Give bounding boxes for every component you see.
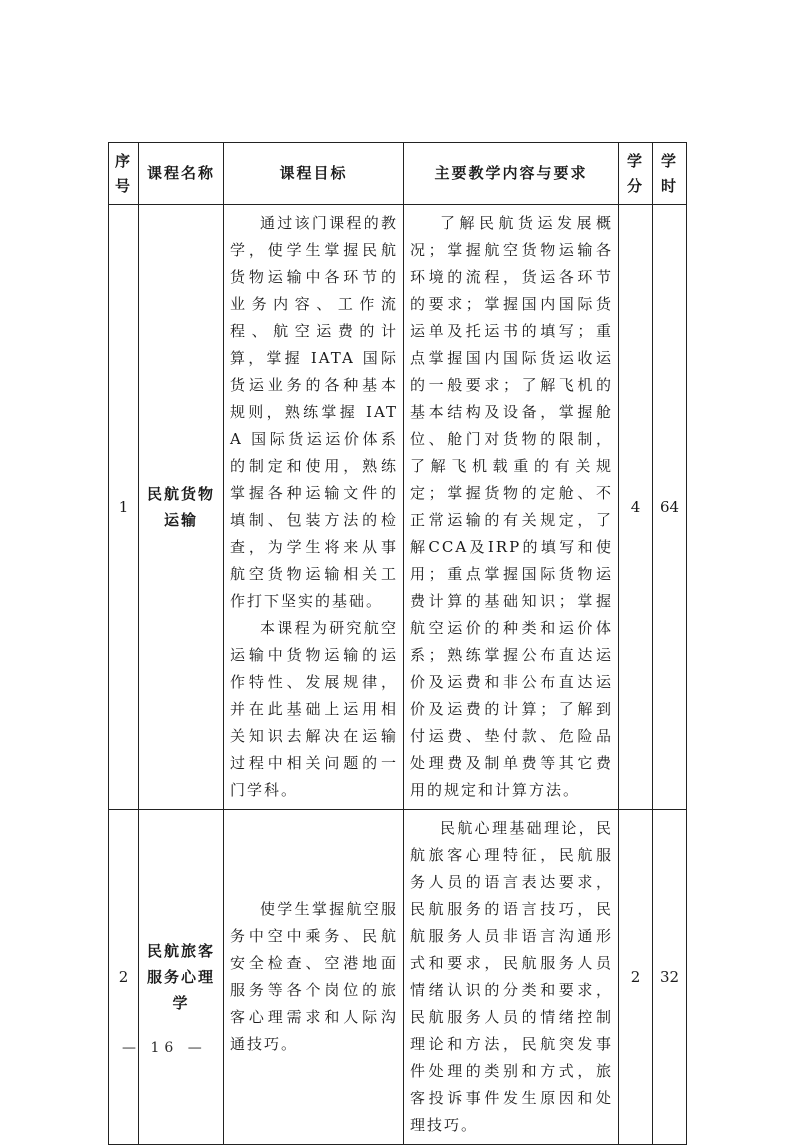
- cell-serial-number: 1: [109, 205, 139, 810]
- header-teaching-content: 主要教学内容与要求: [404, 143, 619, 205]
- course-plan-table: [108, 142, 687, 1145]
- table-row: [109, 205, 687, 810]
- cell-teaching-content: 民航心理基础理论，民航旅客心理特征，民航服务人员的语言表达要求，民航服务的语言技巧，民航服务人员非语言沟通形式和要求，民航服务人员情绪认识的分类和要求，民航服务人员的情绪控制理论和方法，民航突发事件处理的类别和方式，旅客投诉事件发生原因和处理技巧。: [404, 810, 619, 1145]
- cell-course-name: 民航货物运输: [139, 205, 224, 810]
- cell-hours: 32: [653, 810, 687, 1145]
- objectives-paragraph: 使学生掌握航空服务中空中乘务、民航安全检查、空港地面服务等各个岗位的旅客心理需求和人际沟通技巧。: [230, 900, 398, 1053]
- cell-course-objectives: [224, 205, 404, 810]
- cell-course-objectives: [224, 810, 404, 1145]
- header-serial-number: 序号: [109, 143, 139, 205]
- header-hours: 学时: [653, 143, 687, 205]
- cell-teaching-content: 了解民航货运发展概况；掌握航空货物运输各环境的流程，货运各环节的要求；掌握国内国际货运单及托运书的填写；重点掌握国内国际货运收运的一般要求；了解飞机的基本结构及设备，掌握舱位、舱门对货物的限制，了解飞机载重的有关规定；掌握货物的定舱、不正常运输的有关规定，了解CCA及IRP的填写和使用；重点掌握国际货物运费计算的基础知识；掌握航空运价的种类和运价体系；熟练掌握公布直达运价及运费和非公布直达运价及运费的计算；了解到付运费、垫付款、危险品处理费及制单费等其它费用的规定和计算方法。: [404, 205, 619, 810]
- cell-course-name: 民航旅客服务心理学: [139, 810, 224, 1145]
- cell-credits: 2: [619, 810, 653, 1145]
- header-course-objectives: 课程目标: [224, 143, 404, 205]
- objectives-paragraph: 本课程为研究航空运输中货物运输的运作特性、发展规律，并在此基础上运用相关知识去解决在运输过程中相关问题的一门学科。: [230, 619, 398, 799]
- table-row: [109, 810, 687, 1145]
- cell-hours: 64: [653, 205, 687, 810]
- table-header-row: [109, 143, 687, 205]
- page-number: — 16 —: [122, 1040, 207, 1056]
- header-course-name: 课程名称: [139, 143, 224, 205]
- cell-credits: 4: [619, 205, 653, 810]
- header-credits: 学分: [619, 143, 653, 205]
- cell-serial-number: 2: [109, 810, 139, 1145]
- objectives-paragraph: 通过该门课程的教学，使学生掌握民航货物运输中各环节的业务内容、工作流程、航空运费的计算，掌握 IATA 国际货运业务的各种基本规则，熟练掌握 IATA 国际货运运价体系的制定和使用，熟练掌握各种运输文件的填制、包装方法的检查，为学生将来从事航空货物运输相关工作打下坚实的基础。: [230, 214, 398, 610]
